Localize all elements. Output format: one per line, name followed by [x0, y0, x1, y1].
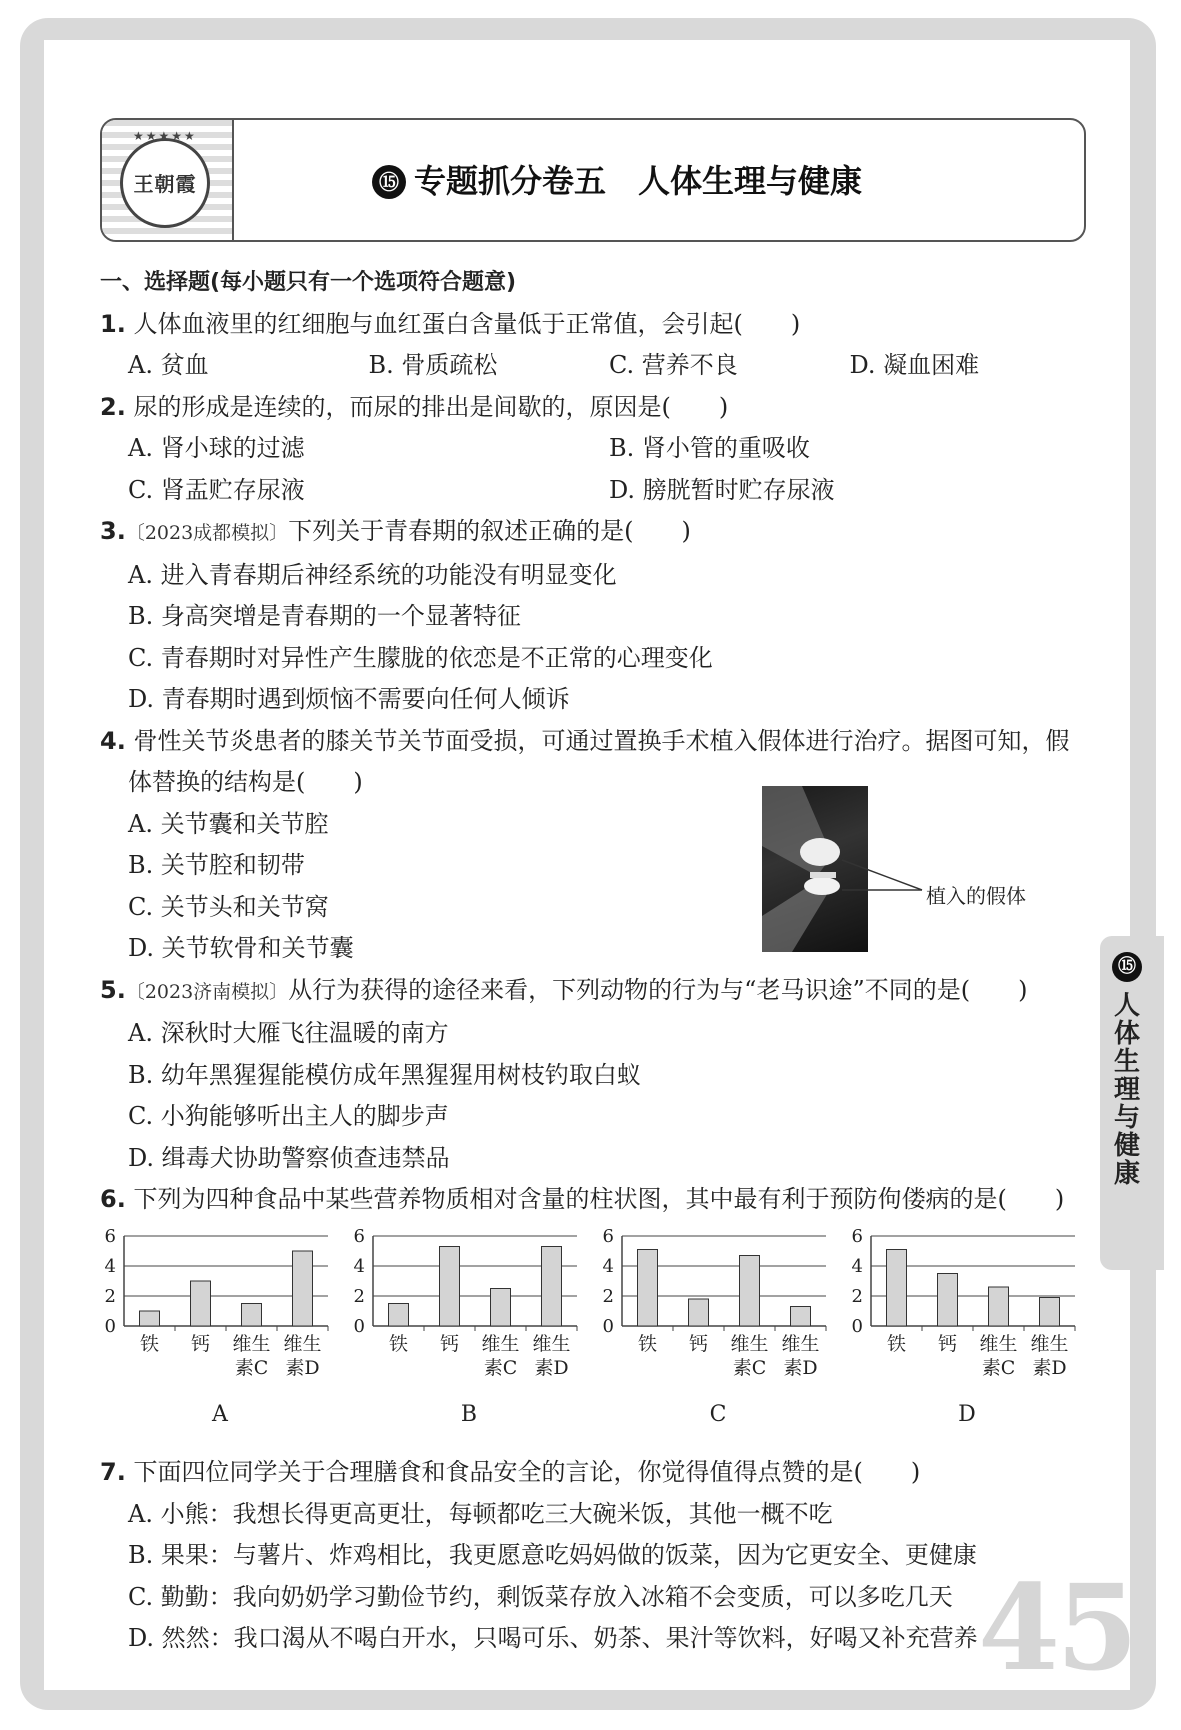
- question-number: 3.: [100, 517, 126, 545]
- x-tick-label: 维生: [979, 1333, 1018, 1355]
- question-number: 2.: [100, 392, 126, 421]
- x-tick-label: 铁: [388, 1333, 409, 1355]
- option-c[interactable]: C. 小狗能够听出主人的脚步声: [128, 1102, 449, 1130]
- x-tick-label: 维生: [232, 1333, 271, 1355]
- question-4-stem: [100, 721, 1090, 763]
- y-tick-label: 2: [851, 1286, 863, 1307]
- page-number: 45: [978, 1558, 1135, 1697]
- figure-label: 植入的假体: [926, 884, 1026, 908]
- chart-d: [847, 1226, 1087, 1432]
- chapter-title: 人体生理与健康: [1113, 991, 1140, 1189]
- bar: [191, 1281, 211, 1326]
- x-tick-label: 素D: [534, 1357, 569, 1379]
- y-tick-label: 4: [104, 1256, 116, 1277]
- option-d[interactable]: D. 青春期时遇到烦恼不需要向任何人倾诉: [128, 685, 570, 713]
- x-tick-label: 铁: [637, 1333, 658, 1355]
- question-number: 5.: [100, 975, 126, 1004]
- option-a[interactable]: A. 关节囊和关节腔: [128, 809, 329, 838]
- chapter-number-badge: ⑮: [1112, 952, 1142, 982]
- option-a[interactable]: A. 肾小球的过滤: [128, 434, 305, 462]
- x-tick-label: 钙: [190, 1333, 211, 1355]
- x-tick-label: 维生: [532, 1333, 571, 1355]
- x-tick-label: 素C: [981, 1357, 1016, 1379]
- question-1-options: [100, 345, 1090, 387]
- chart-b: [349, 1226, 589, 1432]
- bar: [1040, 1298, 1060, 1327]
- y-tick-label: 0: [353, 1316, 365, 1337]
- chart-a-svg: [100, 1226, 340, 1396]
- option-d[interactable]: D. 缉毒犬协助警察侦查违禁品: [128, 1143, 450, 1172]
- chart-b-svg: [349, 1226, 589, 1396]
- question-text: 下列关于青春期的叙述正确的是( ): [288, 517, 691, 545]
- y-tick-label: 4: [602, 1256, 614, 1277]
- option-c[interactable]: C. 青春期时对异性产生朦胧的依恋是不正常的心理变化: [128, 643, 713, 672]
- question-6-stem: [100, 1179, 1090, 1221]
- question-2-options-row1: [100, 428, 1090, 470]
- chart-c: [598, 1226, 838, 1432]
- bar: [242, 1304, 262, 1327]
- bar: [791, 1307, 811, 1327]
- star-icon: ★★★★★: [133, 129, 197, 143]
- option-b[interactable]: B. 关节腔和韧带: [128, 851, 305, 879]
- option-b[interactable]: B. 骨质疏松: [368, 351, 498, 379]
- header-box: [100, 118, 1086, 242]
- bar-charts: [100, 1226, 1090, 1432]
- question-number: 1.: [100, 309, 126, 338]
- y-tick-label: 2: [602, 1286, 614, 1307]
- question-1-stem: [100, 304, 1090, 346]
- option-c[interactable]: C. 勤勤：我向奶奶学习勤俭节约，剩饭菜存放入冰箱不会变质，可以多吃几天: [128, 1582, 953, 1611]
- bar: [542, 1247, 562, 1327]
- bar: [389, 1304, 409, 1327]
- question-7-stem: [100, 1452, 1090, 1494]
- option-a[interactable]: A. 进入青春期后神经系统的功能没有明显变化: [128, 560, 617, 589]
- bar: [440, 1247, 460, 1327]
- x-tick-label: 钙: [937, 1333, 958, 1355]
- bar: [938, 1274, 958, 1327]
- bar: [689, 1299, 709, 1326]
- chart-c-svg: [598, 1226, 838, 1396]
- question-7: [100, 1452, 1090, 1660]
- question-content: [100, 262, 1090, 1221]
- x-tick-label: 铁: [886, 1333, 907, 1355]
- x-tick-label: 素D: [285, 1357, 320, 1379]
- topic-number-badge: ⑮: [372, 165, 406, 199]
- x-tick-label: 素D: [783, 1357, 818, 1379]
- question-2-stem: [100, 387, 1090, 429]
- option-c[interactable]: C. 营养不良: [609, 351, 738, 379]
- question-text: 尿的形成是连续的，而尿的排出是间歇的，原因是( ): [133, 392, 729, 421]
- x-tick-label: 维生: [730, 1333, 769, 1355]
- chart-a: [100, 1226, 340, 1432]
- question-text: 骨性关节炎患者的膝关节关节面受损，可通过置换手术植入假体进行治疗。据图可知，假: [133, 726, 1070, 755]
- chart-d-letter: D: [958, 1402, 976, 1427]
- x-tick-label: 素C: [732, 1357, 767, 1379]
- question-2-options-row2: [100, 470, 1090, 512]
- option-b[interactable]: B. 肾小管的重吸收: [609, 434, 810, 462]
- x-tick-label: 维生: [481, 1333, 520, 1355]
- question-5-stem: [100, 970, 1090, 1014]
- x-tick-label: 维生: [1030, 1333, 1069, 1355]
- question-text: 下面四位同学关于合理膳食和食品安全的言论，你觉得值得点赞的是( ): [133, 1458, 921, 1486]
- y-tick-label: 0: [104, 1316, 116, 1337]
- y-tick-label: 6: [602, 1226, 614, 1247]
- option-c[interactable]: C. 肾盂贮存尿液: [128, 475, 305, 504]
- x-tick-label: 素C: [234, 1357, 269, 1379]
- chapter-side-tab: [1100, 936, 1164, 1270]
- option-d[interactable]: D. 凝血困难: [849, 351, 980, 379]
- y-tick-label: 0: [851, 1316, 863, 1337]
- bar: [887, 1250, 907, 1327]
- y-tick-label: 6: [104, 1226, 116, 1247]
- question-text: 从行为获得的途径来看，下列动物的行为与“老马识途”不同的是( ): [288, 975, 1028, 1004]
- y-tick-label: 2: [104, 1286, 116, 1307]
- bar: [638, 1250, 658, 1327]
- chart-b-letter: B: [460, 1402, 478, 1427]
- option-c[interactable]: C. 关节头和关节窝: [128, 892, 329, 921]
- page-title: [372, 156, 862, 202]
- bar: [293, 1251, 313, 1326]
- question-text: 人体血液里的红细胞与血红蛋白含量低于正常值，会引起( ): [133, 309, 801, 338]
- option-b[interactable]: B. 身高突增是青春期的一个显著特征: [128, 602, 521, 630]
- x-tick-label: 维生: [283, 1333, 322, 1355]
- chart-a-letter: A: [212, 1402, 228, 1427]
- y-tick-label: 6: [851, 1226, 863, 1247]
- section-heading: 一、选择题(每小题只有一个选项符合题意): [100, 270, 517, 295]
- bar: [740, 1256, 760, 1327]
- bar: [491, 1289, 511, 1327]
- chart-d-svg: [847, 1226, 1087, 1396]
- y-tick-label: 6: [353, 1226, 365, 1247]
- chart-c-letter: C: [709, 1402, 727, 1427]
- x-tick-label: 钙: [688, 1333, 709, 1355]
- bar: [989, 1287, 1009, 1326]
- source-tag: 〔2023成都模拟〕: [125, 522, 289, 544]
- bar: [140, 1311, 160, 1326]
- x-tick-label: 维生: [781, 1333, 820, 1355]
- question-number: 4.: [100, 726, 126, 755]
- y-tick-label: 2: [353, 1286, 365, 1307]
- question-number: 7.: [100, 1458, 126, 1486]
- x-tick-label: 素C: [483, 1357, 518, 1379]
- question-4-stem-continued: 体替换的结构是( ): [128, 768, 363, 796]
- x-tick-label: 钙: [439, 1333, 460, 1355]
- logo-text: 王朝霞: [133, 171, 197, 196]
- option-b[interactable]: B. 果果：与薯片、炸鸡相比，我更愿意吃妈妈做的饭菜，因为它更安全、更健康: [128, 1541, 977, 1569]
- y-tick-label: 4: [851, 1256, 863, 1277]
- option-a[interactable]: A. 小熊：我想长得更高更壮，每顿都吃三大碗米饭，其他一概不吃: [128, 1499, 833, 1528]
- y-tick-label: 4: [353, 1256, 365, 1277]
- question-3-stem: [100, 511, 1090, 555]
- option-d[interactable]: D. 关节软骨和关节囊: [128, 934, 354, 962]
- option-b[interactable]: B. 幼年黑猩猩能模仿成年黑猩猩用树枝钓取白蚁: [128, 1060, 641, 1089]
- x-tick-label: 素D: [1032, 1357, 1067, 1379]
- question-number: 6.: [100, 1185, 126, 1213]
- option-d[interactable]: D. 然然：我口渴从不喝白开水，只喝可乐、奶茶、果汁等饮料，好喝又补充营养: [128, 1624, 978, 1652]
- option-d[interactable]: D. 膀胱暂时贮存尿液: [609, 475, 835, 504]
- x-tick-label: 铁: [139, 1333, 160, 1355]
- brand-logo: [120, 129, 210, 228]
- question-text: 下列为四种食品中某些营养物质相对含量的柱状图，其中最有利于预防佝偻病的是( ): [133, 1185, 1065, 1213]
- option-a[interactable]: A. 贫血: [128, 351, 209, 379]
- source-tag: 〔2023济南模拟〕: [125, 980, 289, 1003]
- option-a[interactable]: A. 深秋时大雁飞往温暖的南方: [128, 1019, 449, 1047]
- y-tick-label: 0: [602, 1316, 614, 1337]
- title-text: 专题抓分卷五 人体生理与健康: [414, 162, 863, 200]
